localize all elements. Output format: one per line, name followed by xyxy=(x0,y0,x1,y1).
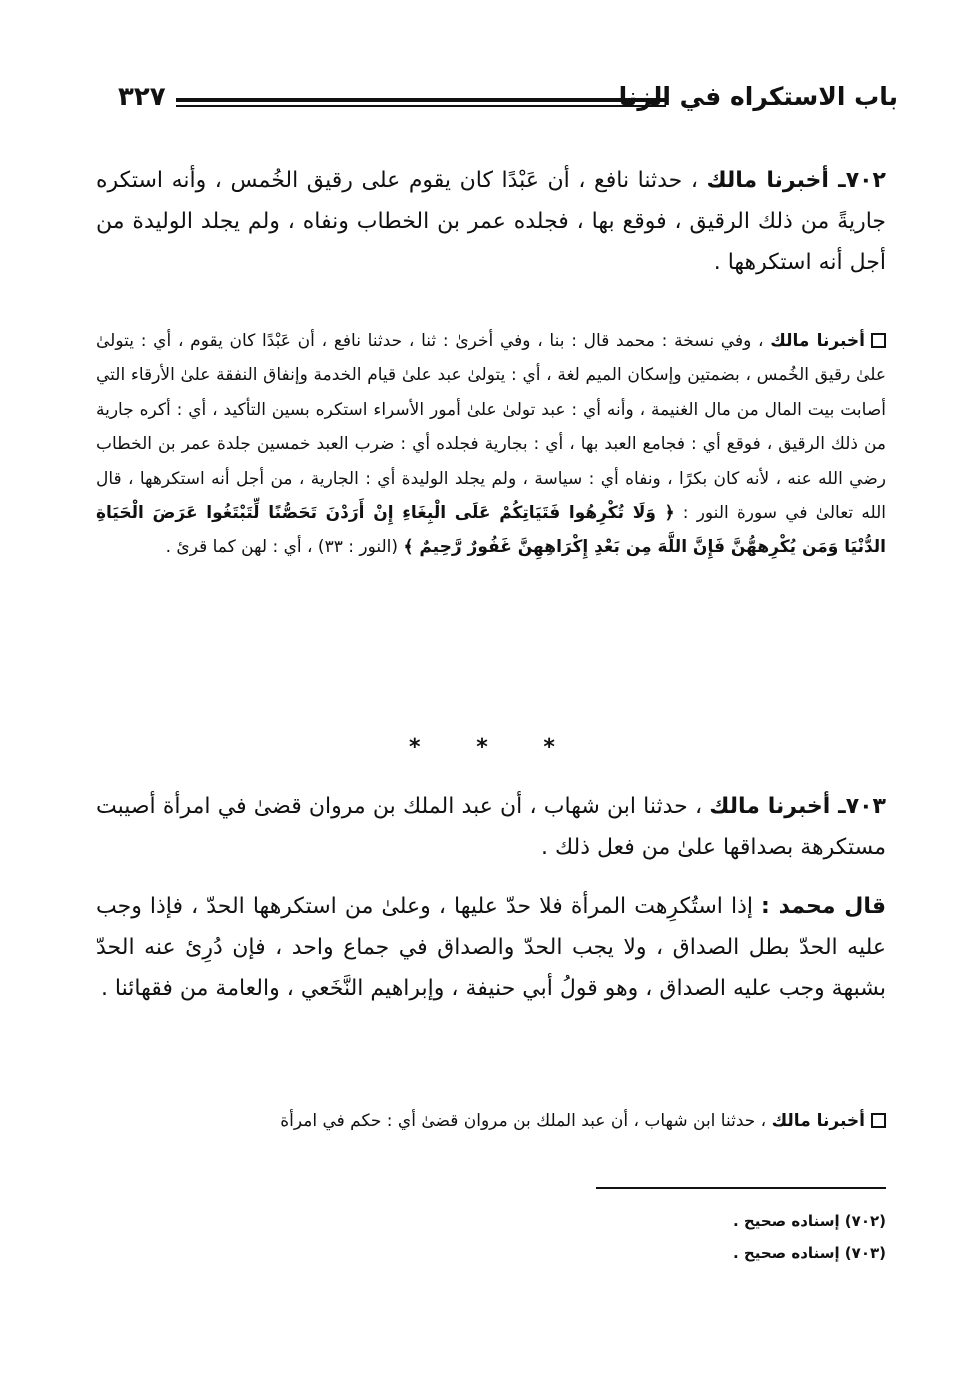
commentary-702 xyxy=(96,324,886,565)
commentary-703-lead: أخبرنا مالك xyxy=(771,1111,865,1131)
qala-muhammad-lead: قال محمد : xyxy=(761,894,886,919)
hadith-703 xyxy=(96,786,886,868)
footnote-rule xyxy=(596,1187,886,1189)
page-number: ٣٢٧ xyxy=(118,82,166,112)
hadith-702-text: ، حدثنا نافع ، أن عَبْدًا كان يقوم على رقيق الخُمس ، وأنه استكره جاريةً من ذلك الرقيق ، فوقع بها ، فجلده عمر بن الخطاب ونفاه ، ولم يجلد الوليدة من أجل أنه استكرهها . xyxy=(96,168,886,275)
hadith-703-text: ، حدثنا ابن شهاب ، أن عبد الملك بن مروان قضىٰ في امرأة أصيبت مستكرهة بصداقها علىٰ من فعل ذلك . xyxy=(96,794,886,860)
qala-muhammad-text: إذا استُكرِهت المرأة فلا حدّ عليها ، وعلىٰ من استكرهها الحدّ ، فإذا وجب عليه الحدّ بطل الصداق ، ولا يجب الحدّ والصداق في جماع واحد ، فإن دُرِئ عنه الحدّ بشبهة وجب عليه الصداق ، وهو قولُ أبي حنيفة ، وإبراهيم النَّخَعي ، والعامة من فقهائنا . xyxy=(96,894,886,1001)
hadith-703-narrator: ٧٠٣ـ أخبرنا مالك xyxy=(709,794,886,819)
commentary-703-text: ، حدثنا ابن شهاب ، أن عبد الملك بن مروان قضىٰ أي : حكم في امرأة xyxy=(280,1111,767,1131)
qala-muhammad-paragraph xyxy=(96,886,886,1009)
section-separator xyxy=(0,735,964,760)
hadith-702-narrator: ٧٠٢ـ أخبرنا مالك xyxy=(706,168,886,193)
footnote-703: (٧٠٣) إسناده صحيح . xyxy=(733,1244,886,1262)
footnote-702: (٧٠٢) إسناده صحيح . xyxy=(733,1212,886,1230)
commentary-702-text-2: (النور : ٣٣) ، أي : لهن كما قرئ . xyxy=(165,537,399,558)
square-box-icon xyxy=(871,333,886,348)
separator-star: * xyxy=(543,735,555,760)
commentary-703 xyxy=(96,1104,886,1138)
commentary-702-text-1: ، وفي نسخة : محمد قال : بنا ، وفي أخرىٰ : ثنا ، حدثنا نافع ، أن عَبْدًا كان يقوم ، أي : يتولىٰ علىٰ رقيق الخُمس ، بضمتين وإسكان الميم لغة ، أي : يتولىٰ عبد علىٰ قيام الخدمة وإنفاق النفقة علىٰ الأرقاء التي أصابت بيت المال من مال الغنيمة ، وأنه أي : عبد تولىٰ علىٰ أمور الأسراء استكره بسين التأكيد ، أي : أكره جارية من ذلك الرقيق ، فوقع أي : فجامع العبد بها ، أي : بجارية فجلده أي : ضرب العبد خمسين جلدة عمر بن الخطاب رضي الله عنه ، لأنه كان بكرًا ، ونفاه أي : سياسة ، ولم يجلد الوليدة أي : الجارية ، من أجل أنه استكرهها ، قال الله تعالىٰ في سورة النور : xyxy=(96,331,886,524)
page-header xyxy=(118,78,898,128)
header-rule xyxy=(176,98,666,107)
square-box-icon xyxy=(871,1113,886,1128)
commentary-702-lead: أخبرنا مالك xyxy=(770,331,865,351)
chapter-title: باب الاستكراه في الزنا xyxy=(618,82,898,111)
separator-star: * xyxy=(476,735,488,760)
quran-verse: ﴿ وَلَا تُكْرِهُوا فَتَيَاتِكُمْ عَلَى الْبِغَاءِ إِنْ أَرَدْنَ تَحَصُّنًا لِّتَبْتَغُوا عَرَضَ الْحَيَاةِ الدُّنْيَا وَمَن يُكْرِههُّنَّ فَإِنَّ اللَّهَ مِن بَعْدِ إِكْرَاهِهِنَّ غَفُورٌ رَّحِيمٌ ﴾ xyxy=(96,503,886,558)
separator-star: * xyxy=(409,735,421,760)
hadith-702 xyxy=(96,160,886,283)
